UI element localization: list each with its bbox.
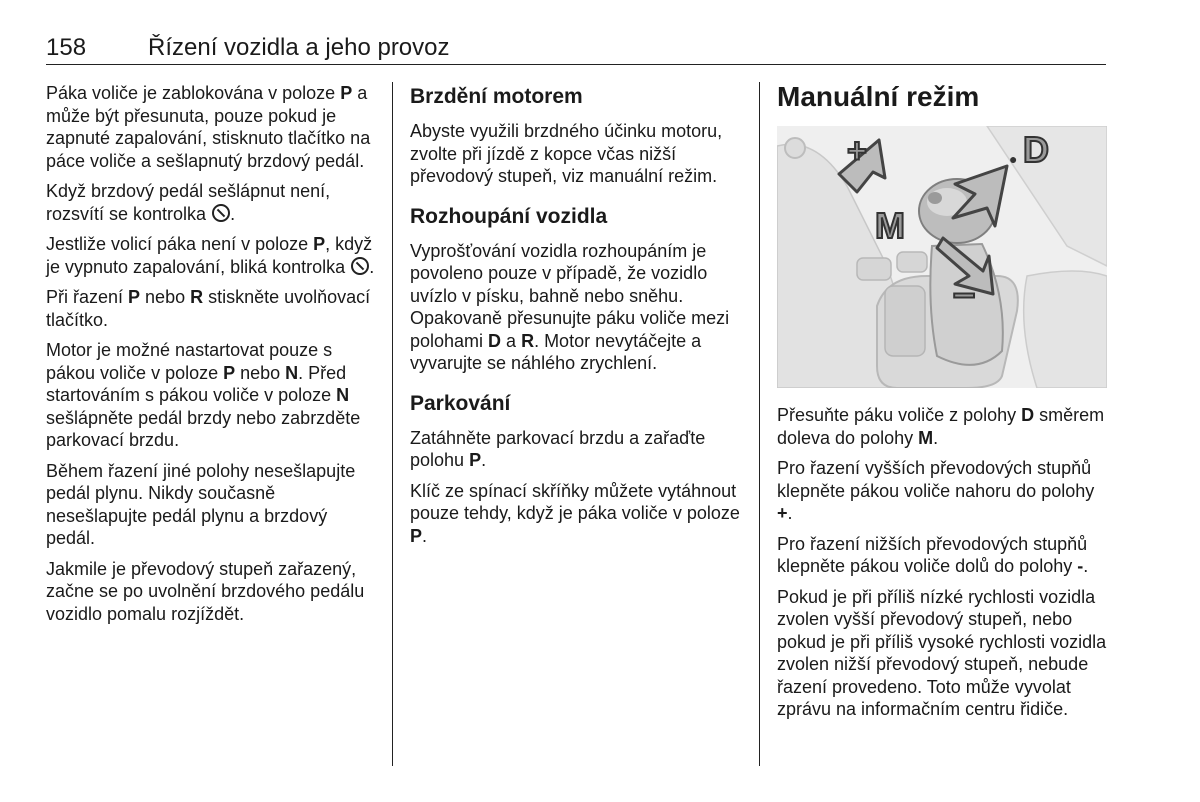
column-divider [759, 82, 760, 766]
text-run: . [422, 525, 428, 546]
text-run: Klíč ze spínací skříňky můžete vytáhnout pouze tehdy, když je páka voliče v poloze [410, 480, 740, 523]
text-run: . [933, 427, 939, 448]
paragraph [46, 180, 376, 225]
section-heading: Rozhoupání vozidla [410, 204, 608, 228]
page-header [46, 34, 1106, 66]
column-right [777, 404, 1107, 729]
text-run: . [1083, 556, 1089, 576]
bold-term: P [313, 234, 326, 254]
column-left [46, 82, 376, 633]
paragraph [410, 240, 742, 375]
bold-term: P [128, 287, 141, 307]
brake-pedal-warning-icon [212, 204, 230, 222]
text-run: Pokud je při příliš nízké rychlosti vozidla zvolen vyšší převodový stupeň, nebo pokud je při příliš vysoké rychlosti vozidla zvolen nižší převodový stupeň, nebude řazení provedeno. Toto může vyvolat zprávu na informačním centru řidiče. [777, 586, 1107, 719]
text-run: Při řazení [46, 287, 129, 307]
text-run: Pro řazení vyšších převodových stupňů klepněte pákou voliče nahoru do polohy [777, 458, 1095, 501]
bold-term: D [488, 330, 502, 351]
bold-term: P [340, 83, 353, 103]
text-run: a [501, 330, 522, 351]
paragraph [777, 404, 1107, 449]
brake-pedal-warning-icon [351, 257, 369, 275]
bold-term: P [223, 362, 236, 383]
text-run: Motor je možné nastartovat pouze s pákou voliče v poloze [46, 340, 333, 383]
section-title: Manuální režim [777, 81, 980, 112]
paragraph [777, 586, 1107, 721]
text-run: nebo [235, 362, 286, 383]
text-run: Vyprošťování vozidla rozhoupáním je povoleno pouze v případě, že vozidlo uvízlo v písku, bahně nebo sněhu. Opakovaně přesunujte páku voliče mezi polohami [410, 240, 730, 351]
paragraph [410, 427, 742, 472]
text-run: . Před startováním s pákou voliče v poloze [46, 362, 347, 405]
bold-term: R [190, 287, 204, 307]
text-run: sešlápněte pedál brzdy nebo zabrzděte parkovací brzdu. [46, 407, 361, 450]
column-divider [392, 82, 393, 766]
paragraph [410, 120, 742, 188]
paragraph [777, 533, 1107, 578]
text-run: Pro řazení nižších převodových stupňů klepněte pákou voliče dolů do polohy [777, 533, 1088, 576]
bold-term: - [1077, 556, 1084, 576]
paragraph [46, 460, 376, 550]
bold-term: N [336, 385, 350, 405]
text-run: nebo [140, 287, 191, 307]
figure-label-d: D [1023, 129, 1049, 170]
bold-term: M [918, 427, 934, 448]
text-run: . [481, 450, 487, 470]
text-run: Zatáhněte parkovací brzdu a zařaďte polohu [410, 427, 706, 470]
text-run: Páka voliče je zablokována v poloze [46, 83, 341, 103]
bold-term: N [285, 362, 299, 383]
text-run: stiskněte uvolňovací tlačítko. [46, 287, 371, 330]
figure-dot: ● [1009, 151, 1018, 167]
section-heading: Brzdění motorem [410, 85, 583, 108]
figure-label-m: M [875, 205, 905, 246]
paragraph [46, 286, 376, 331]
figure-label-minus: – [953, 271, 976, 315]
text-run: . [787, 503, 793, 523]
paragraph [777, 457, 1107, 525]
paragraph [410, 480, 742, 548]
bold-term: R [521, 330, 535, 351]
bold-term: + [777, 503, 788, 523]
paragraph [46, 82, 376, 172]
gear-selector-illustration [777, 126, 1107, 388]
text-run: Abyste využili brzdného účinku motoru, zvolte při jízdě z kopce včas nižší převodový stupeň, viz manuální režim. [410, 121, 723, 186]
text-run: . Motor nevytáčejte a vyvarujte se náhlého zrychlení. [410, 330, 702, 373]
text-run: směrem doleva do polohy [777, 405, 1105, 448]
section-heading: Parkování [410, 391, 511, 415]
text-run: . [230, 203, 236, 224]
text-run: , když je vypnuto zapalování, bliká kontrolka [46, 234, 373, 277]
column-middle [410, 82, 742, 555]
paragraph [46, 233, 376, 278]
bold-term: D [1021, 405, 1035, 425]
text-run: Jestliže volicí páka není v poloze [46, 234, 314, 254]
text-run: . [369, 256, 375, 277]
text-run: Přesuňte páku voliče z polohy [777, 405, 1022, 425]
text-run: Během řazení jiné polohy nesešlapujte pedál plynu. Nikdy současně nesešlapujte pedál plynu a brzdový pedál. [46, 460, 356, 548]
paragraph [46, 558, 376, 626]
page-title: Řízení vozidla a jeho provoz [148, 34, 450, 61]
figure-label-plus: + [847, 132, 867, 170]
header-divider [46, 64, 1106, 65]
text-run: Jakmile je převodový stupeň zařazený, začne se po uvolnění brzdového pedálu vozidlo pomalu rozjíždět. [46, 558, 365, 624]
bold-term: P [469, 450, 482, 470]
text-run: a může být přesunuta, pouze pokud je zapnuté zapalování, stisknuto tlačítko na páce voliče a sešlapnutý brzdový pedál. [46, 83, 371, 171]
paragraph [46, 339, 376, 452]
bold-term: P [410, 525, 423, 546]
page-number: 158 [46, 34, 87, 61]
text-run: Když brzdový pedál sešlápnut není, rozsvítí se kontrolka [46, 181, 331, 224]
